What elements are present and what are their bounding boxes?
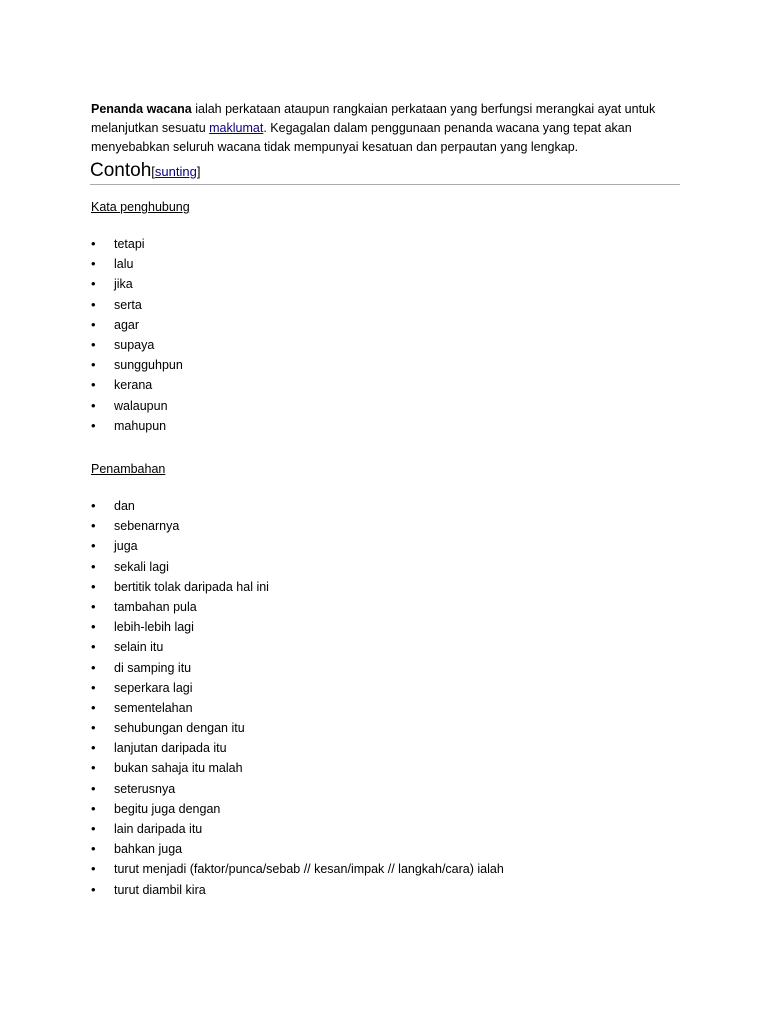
section-title: Contoh	[90, 160, 152, 181]
list-item: • sementelahan	[91, 698, 504, 718]
list-item: • sekali lagi	[91, 557, 504, 577]
list-item: • kerana	[91, 375, 183, 395]
list-item: • mahupun	[91, 416, 183, 436]
list-item: • lanjutan daripada itu	[91, 738, 504, 758]
kata-penghubung-list	[91, 234, 183, 436]
edit-section-link[interactable]: sunting	[154, 164, 197, 179]
subheading-penambahan: Penambahan	[91, 462, 166, 476]
list-item: • tambahan pula	[91, 597, 504, 617]
section-heading	[90, 160, 680, 185]
list-item: • bahkan juga	[91, 839, 504, 859]
intro-term: Penanda wacana	[91, 102, 192, 116]
list-item: • sehubungan dengan itu	[91, 718, 504, 738]
intro-text-before-link: ialah perkataan ataupun rangkaian perkataan yang berfungsi merangkai ayat untuk melanjutkan sesuatu	[91, 102, 656, 135]
list-item: • seperkara lagi	[91, 678, 504, 698]
list-item: • lain daripada itu	[91, 819, 504, 839]
intro-paragraph	[91, 100, 681, 157]
list-item: • serta	[91, 295, 183, 315]
list-item: • sebenarnya	[91, 516, 504, 536]
list-item: • lalu	[91, 254, 183, 274]
edit-bracket-open: [	[151, 164, 155, 179]
edit-bracket-close: ]	[196, 164, 201, 179]
list-item: • agar	[91, 315, 183, 335]
list-item: • seterusnya	[91, 779, 504, 799]
intro-text-after-link: . Kegagalan dalam penggunaan penanda wacana yang tepat akan menyebabkan seluruh wacana tidak mempunyai kesatuan dan perpautan yang lengkap.	[91, 121, 632, 154]
list-item: • tetapi	[91, 234, 183, 254]
penambahan-list	[91, 496, 504, 900]
list-item: • walaupun	[91, 396, 183, 416]
list-item: • selain itu	[91, 637, 504, 657]
subheading-kata-penghubung: Kata penghubung	[91, 200, 190, 214]
list-item: • supaya	[91, 335, 183, 355]
list-item: • lebih-lebih lagi	[91, 617, 504, 637]
list-item: • begitu juga dengan	[91, 799, 504, 819]
list-item: • sungguhpun	[91, 355, 183, 375]
list-item: • turut diambil kira	[91, 880, 504, 900]
list-item: • juga	[91, 536, 504, 556]
list-item: • bukan sahaja itu malah	[91, 758, 504, 778]
list-item: • di samping itu	[91, 658, 504, 678]
list-item: • bertitik tolak daripada hal ini	[91, 577, 504, 597]
list-item: • dan	[91, 496, 504, 516]
list-item: • jika	[91, 274, 183, 294]
maklumat-link[interactable]: maklumat	[209, 121, 264, 135]
list-item: • turut menjadi (faktor/punca/sebab // kesan/impak // langkah/cara) ialah	[91, 859, 504, 879]
